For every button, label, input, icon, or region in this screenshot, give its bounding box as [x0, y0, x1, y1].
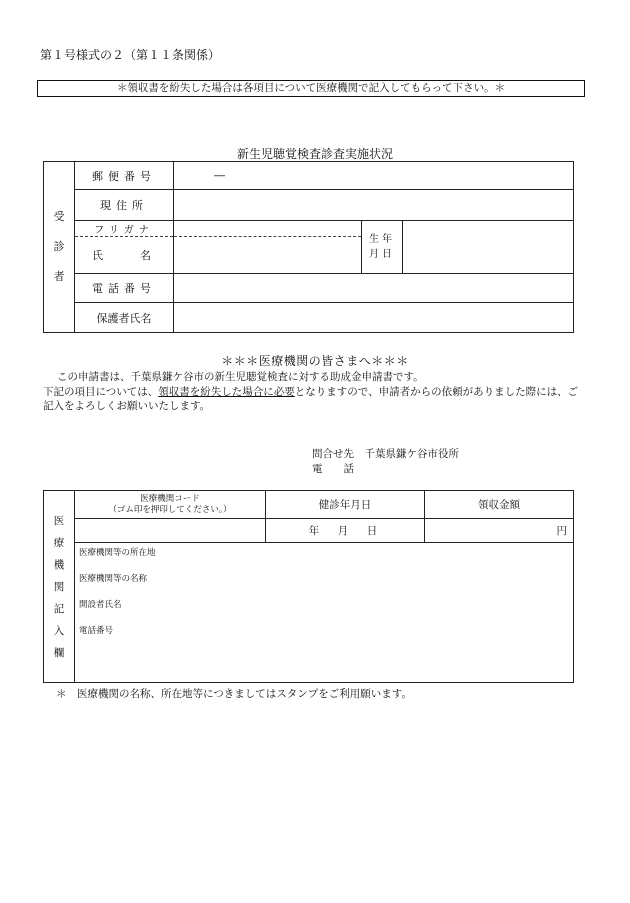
- medical-side-label: [44, 491, 75, 683]
- side-char: 医: [53, 514, 65, 527]
- guardian-name-label: 保護者氏名: [75, 303, 174, 333]
- message-line-2: [43, 385, 588, 413]
- contact-line: [312, 446, 459, 461]
- institution-code-field[interactable]: [75, 519, 266, 543]
- furigana-label: フリガナ: [75, 221, 174, 237]
- furigana-field[interactable]: [174, 221, 362, 237]
- patient-side-label: [44, 162, 75, 333]
- phone-field[interactable]: [174, 274, 574, 303]
- patient-table: [43, 161, 574, 333]
- name-label: 氏 名: [75, 237, 174, 274]
- name-field[interactable]: [174, 237, 362, 274]
- medical-institution-table: [43, 490, 574, 683]
- amount-header: 領収金額: [425, 491, 574, 519]
- contact-office: 千葉県鎌ケ谷市役所: [364, 448, 459, 460]
- phone-label: 電話番号: [75, 274, 174, 303]
- patient-section-title: 新生児聴覚検査診査実施状況: [236, 147, 393, 161]
- form-number: 第１号様式の２（第１１条関係）: [40, 48, 221, 62]
- founder-name-label: 開設者氏名: [79, 600, 122, 610]
- side-char: 入: [53, 624, 65, 637]
- guardian-name-field[interactable]: [174, 303, 574, 333]
- message-title: ＊＊＊医療機関の皆さまへ＊＊＊: [221, 354, 409, 368]
- institution-name-label: 医療機関等の名称: [79, 574, 148, 584]
- institution-code-note: （ゴム印を押印してください。）: [108, 504, 232, 515]
- side-char: 記: [53, 602, 65, 615]
- birthdate-field[interactable]: [403, 221, 574, 274]
- birthdate-label-line2: 月日: [369, 249, 395, 260]
- address-field[interactable]: [174, 190, 574, 221]
- lost-receipt-notice: ＊領収書を紛失した場合は各項目について医療機関で記入してもらって下さい。＊: [37, 80, 585, 97]
- side-char: 診: [53, 240, 65, 253]
- institution-address-label: 医療機関等の所在地: [79, 548, 156, 558]
- side-char: 機: [53, 558, 65, 571]
- footer-note: ＊ 医療機関の名称、所在地等につきましてはスタンプをご利用願います。: [56, 688, 412, 700]
- message-text: 下記の項目については、: [43, 386, 159, 398]
- institution-code-title: 医療機関コード: [140, 493, 200, 504]
- message-text: となりますので、申請者からの依頼がありました際には、ご記入をよろしくお願いいたします。: [43, 386, 579, 412]
- contact-label: 問合せ先: [312, 448, 354, 460]
- postal-code-label: 郵便番号: [75, 162, 174, 190]
- message-underlined-text: 領収書を紛失した場合に必要: [158, 386, 295, 398]
- side-char: 療: [53, 536, 65, 549]
- institution-code-header: [75, 491, 266, 519]
- institution-info-area[interactable]: [75, 543, 574, 683]
- side-char: 欄: [53, 646, 65, 659]
- contact-phone: 電 話: [312, 463, 354, 475]
- exam-date-field[interactable]: 年 月 日: [266, 519, 425, 543]
- postal-code-field[interactable]: ―: [174, 162, 574, 190]
- message-line-1: この申請書は、千葉県鎌ケ谷市の新生児聴覚検査に対する助成金申請書です。: [57, 371, 424, 383]
- birthdate-label-line1: 生年: [369, 234, 395, 245]
- side-char: 関: [53, 580, 65, 593]
- address-label: 現住所: [75, 190, 174, 221]
- side-char: 者: [53, 270, 65, 283]
- amount-field[interactable]: 円: [425, 519, 574, 543]
- exam-date-header: 健診年月日: [266, 491, 425, 519]
- side-char: 受: [53, 210, 65, 223]
- institution-phone-label: 電話番号: [79, 626, 114, 636]
- birthdate-label: [362, 221, 403, 274]
